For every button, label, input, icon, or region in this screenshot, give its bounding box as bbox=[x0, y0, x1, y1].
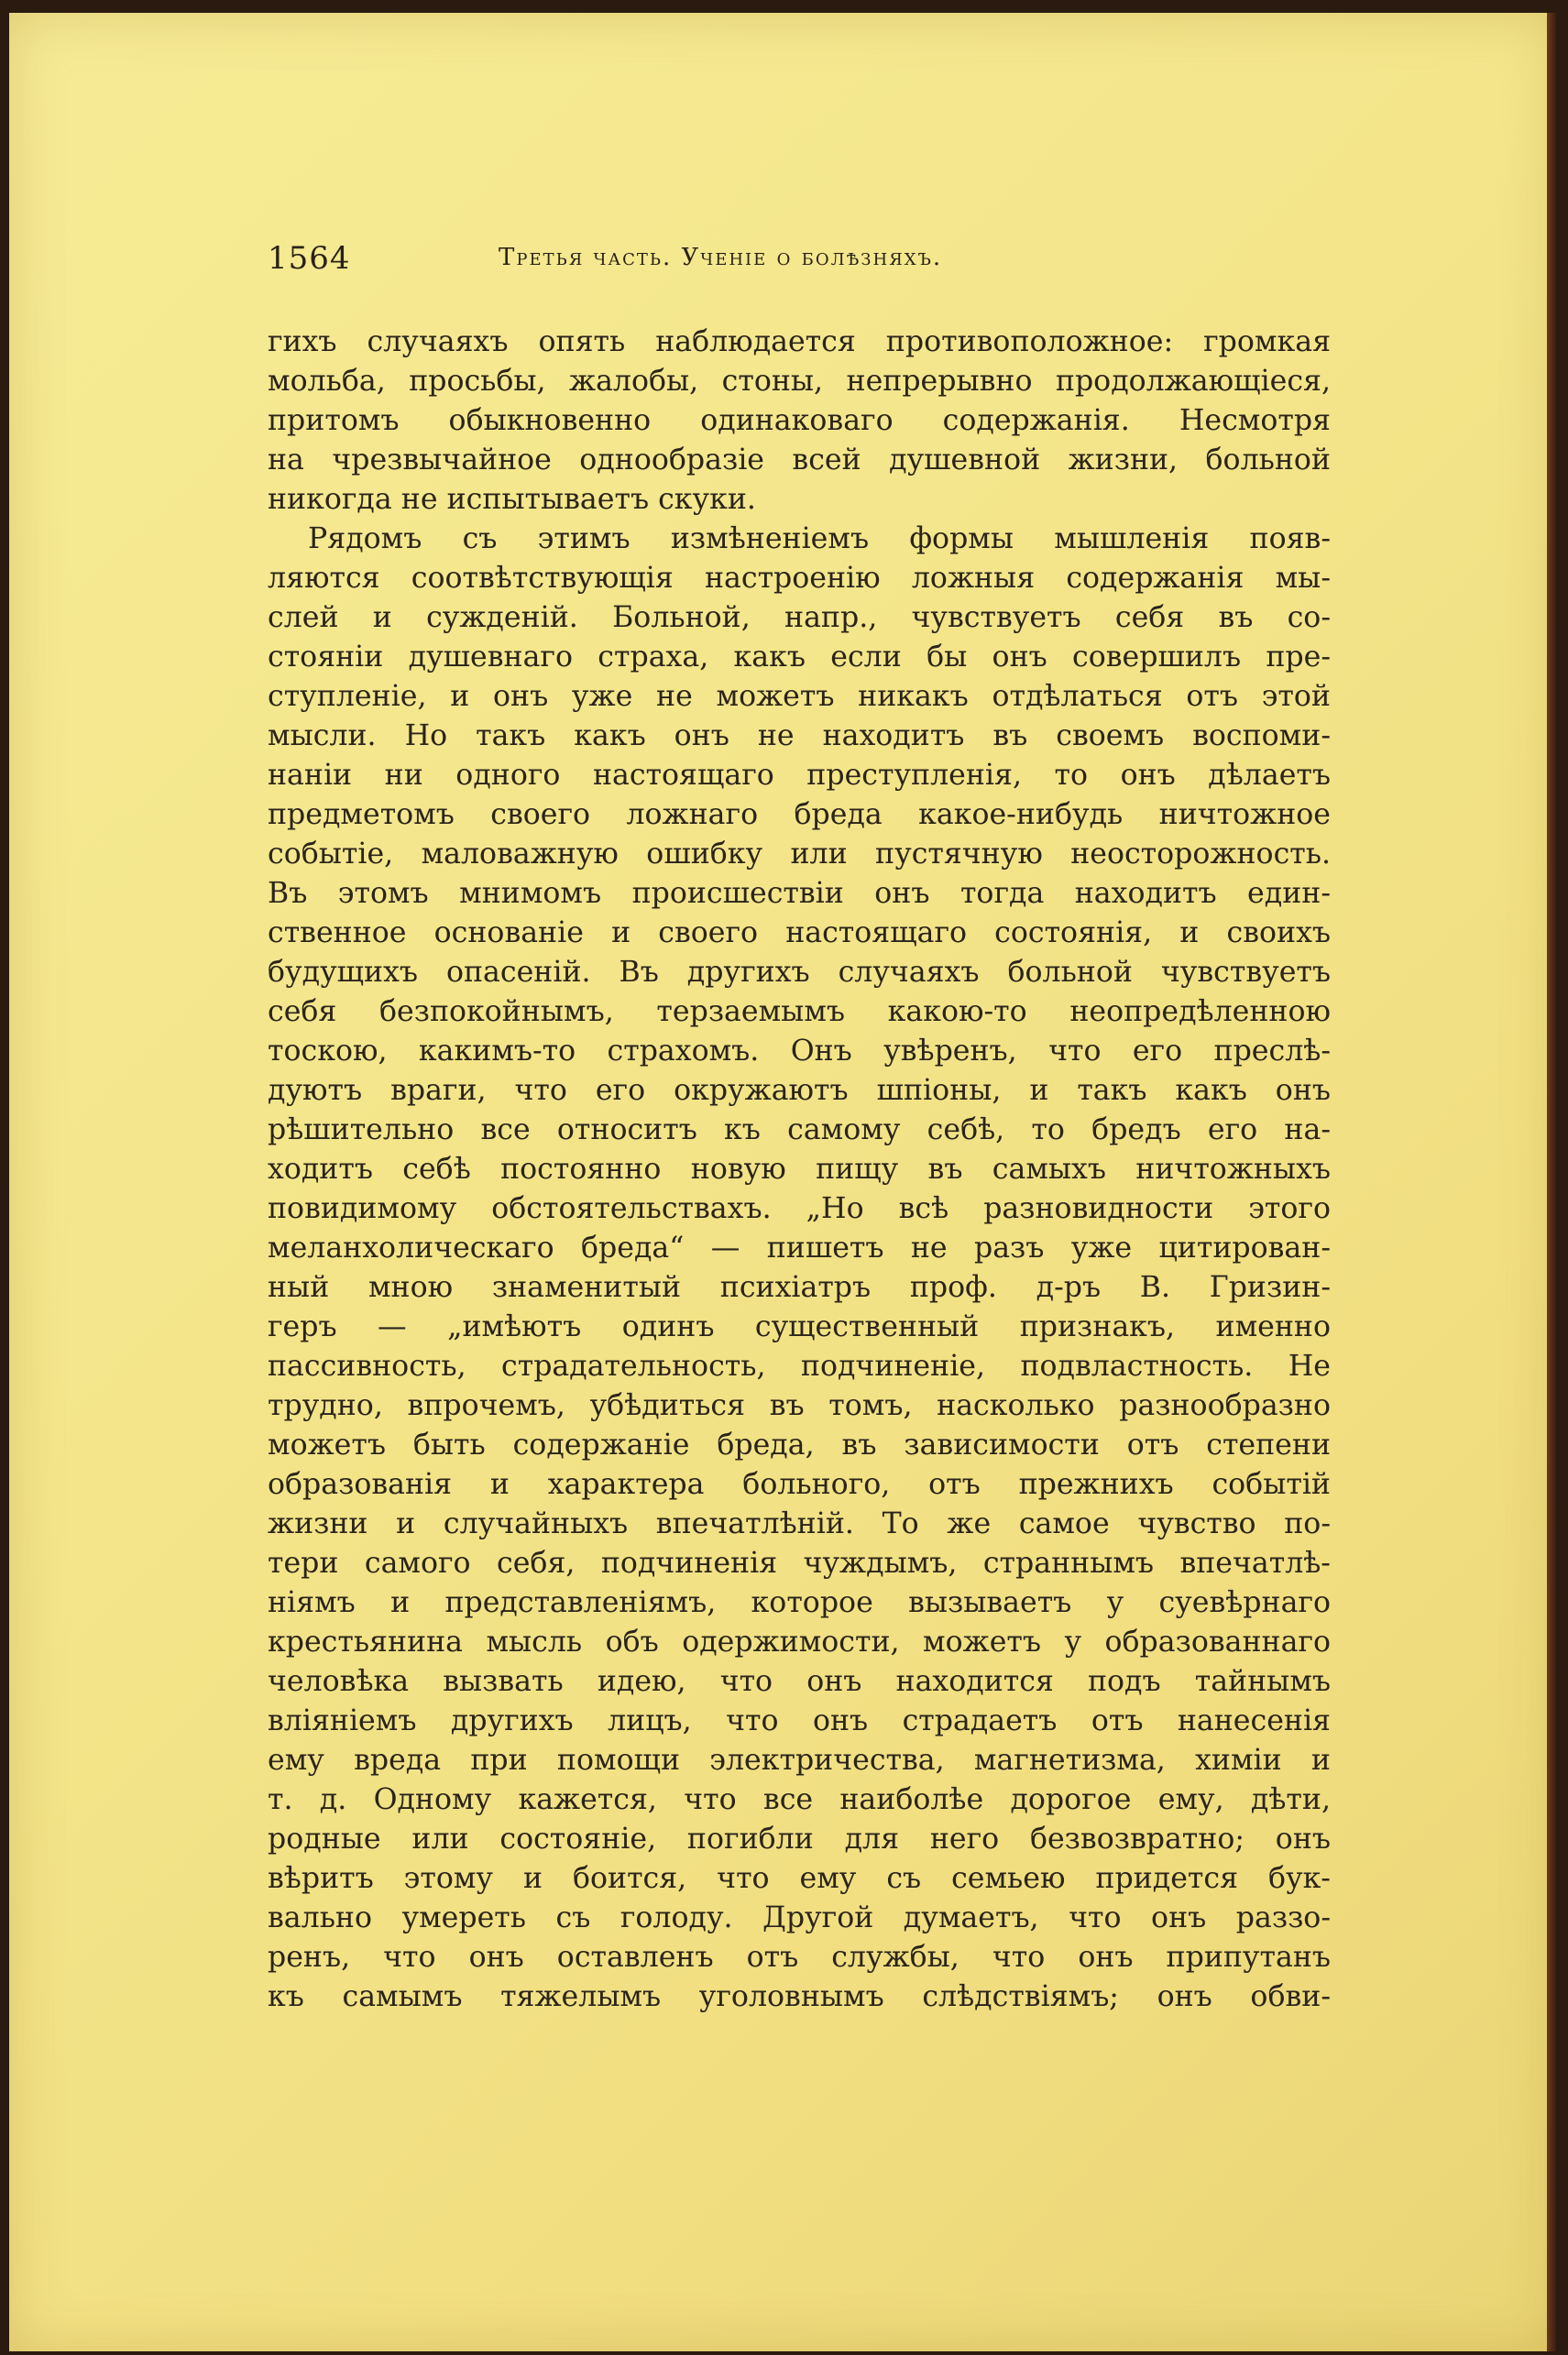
text-line: никогда не испытываетъ скуки. bbox=[268, 483, 756, 516]
text-line: крестьянина мысль объ одержимости, можетъ у образованнаго bbox=[268, 1626, 1331, 1659]
text-line: ный мною знаменитый психіатръ проф. д-ръ В. Гризин- bbox=[268, 1271, 1331, 1304]
page-number: 1564 bbox=[268, 240, 351, 277]
text-line: наніи ни одного настоящаго преступленія, то онъ дѣлаетъ bbox=[268, 759, 1331, 792]
text-line: слей и сужденій. Больной, напр., чувствуетъ себя въ со- bbox=[268, 601, 1331, 634]
text-line: рѣшительно все относитъ къ самому себѣ, то бредъ его на- bbox=[268, 1113, 1331, 1146]
text-line: ему вреда при помощи электричества, магнетизма, химіи и bbox=[268, 1744, 1331, 1777]
text-line: тери самого себя, подчиненія чуждымъ, страннымъ впечатлѣ- bbox=[268, 1547, 1331, 1580]
text-line: образованія и характера больного, отъ прежнихъ событій bbox=[268, 1468, 1331, 1501]
page-edge bbox=[1547, 13, 1556, 2351]
text-line: на чрезвычайное однообразіе всей душевной жизни, больной bbox=[268, 444, 1331, 476]
section-title: Третья часть. Ученіе о болѣзняхъ. bbox=[499, 244, 943, 271]
text-line: можетъ быть содержаніе бреда, въ зависимости отъ степени bbox=[268, 1429, 1331, 1462]
text-line: т. д. Одному кажется, что все наиболѣе дорогое ему, дѣти, bbox=[268, 1783, 1331, 1816]
text-line: будущихъ опасеній. Въ другихъ случаяхъ больной чувствуетъ bbox=[268, 956, 1331, 989]
text-line: ляются соотвѣтствующія настроенію ложныя содержанія мы- bbox=[268, 562, 1331, 595]
text-line: человѣка вызвать идею, что онъ находится подъ тайнымъ bbox=[268, 1665, 1331, 1698]
running-head bbox=[258, 240, 1340, 280]
text-line: ходитъ себѣ постоянно новую пищу въ самыхъ ничтожныхъ bbox=[268, 1153, 1331, 1186]
text-line: дуютъ враги, что его окружаютъ шпіоны, и такъ какъ онъ bbox=[268, 1074, 1331, 1107]
text-line: геръ — „имѣютъ одинъ существенный признакъ, именно bbox=[268, 1310, 1331, 1343]
text-line: къ самымъ тяжелымъ уголовнымъ слѣдствіямъ; онъ обви- bbox=[268, 1980, 1331, 2013]
text-line: трудно, впрочемъ, убѣдиться въ томъ, насколько разнообразно bbox=[268, 1389, 1331, 1422]
text-line: вліяніемъ другихъ лицъ, что онъ страдаетъ отъ нанесенія bbox=[268, 1704, 1331, 1737]
book-page bbox=[9, 13, 1556, 2351]
body-text bbox=[268, 323, 1331, 2017]
text-line: Въ этомъ мнимомъ происшествіи онъ тогда находитъ един- bbox=[268, 877, 1331, 910]
text-line: гихъ случаяхъ опять наблюдается противоположное: громкая bbox=[268, 325, 1331, 358]
text-line: себя безпокойнымъ, терзаемымъ какою-то неопредѣленною bbox=[268, 995, 1331, 1028]
text-line: родные или состояніе, погибли для него безвозвратно; онъ bbox=[268, 1823, 1331, 1856]
text-line: вѣритъ этому и боится, что ему съ семьею придется бук- bbox=[268, 1862, 1331, 1895]
text-line: жизни и случайныхъ впечатлѣній. То же самое чувство по- bbox=[268, 1507, 1331, 1540]
paragraph-start-line: Рядомъ съ этимъ измѣненіемъ формы мышленія появ- bbox=[308, 522, 1331, 555]
text-line: ственное основаніе и своего настоящаго состоянія, и своихъ bbox=[268, 916, 1331, 949]
text-line: тоскою, какимъ-то страхомъ. Онъ увѣренъ, что его преслѣ- bbox=[268, 1035, 1331, 1068]
text-line: событіе, маловажную ошибку или пустячную неосторожность. bbox=[268, 838, 1331, 871]
text-line: вально умереть съ голоду. Другой думаетъ, что онъ раззо- bbox=[268, 1901, 1331, 1934]
text-line: меланхолическаго бреда“ — пишетъ не разъ уже цитирован- bbox=[268, 1232, 1331, 1265]
text-line: предметомъ своего ложнаго бреда какое-нибудь ничтожное bbox=[268, 798, 1331, 831]
text-line: ступленіе, и онъ уже не можетъ никакъ отдѣлаться отъ этой bbox=[268, 680, 1331, 713]
text-line: мысли. Но такъ какъ онъ не находитъ въ своемъ воспоми- bbox=[268, 719, 1331, 752]
text-line: мольба, просьбы, жалобы, стоны, непрерывно продолжающіеся, bbox=[268, 365, 1331, 398]
text-line: притомъ обыкновенно одинаковаго содержанія. Несмотря bbox=[268, 404, 1331, 437]
text-line: стояніи душевнаго страха, какъ если бы онъ совершилъ пре- bbox=[268, 641, 1331, 674]
text-line: пассивность, страдательность, подчиненіе, подвластность. Не bbox=[268, 1350, 1331, 1383]
text-line: ренъ, что онъ оставленъ отъ службы, что онъ припутанъ bbox=[268, 1941, 1331, 1974]
text-line: повидимому обстоятельствахъ. „Но всѣ разновидности этого bbox=[268, 1192, 1331, 1225]
text-line: ніямъ и представленіямъ, которое вызываетъ у суевѣрнаго bbox=[268, 1586, 1331, 1619]
